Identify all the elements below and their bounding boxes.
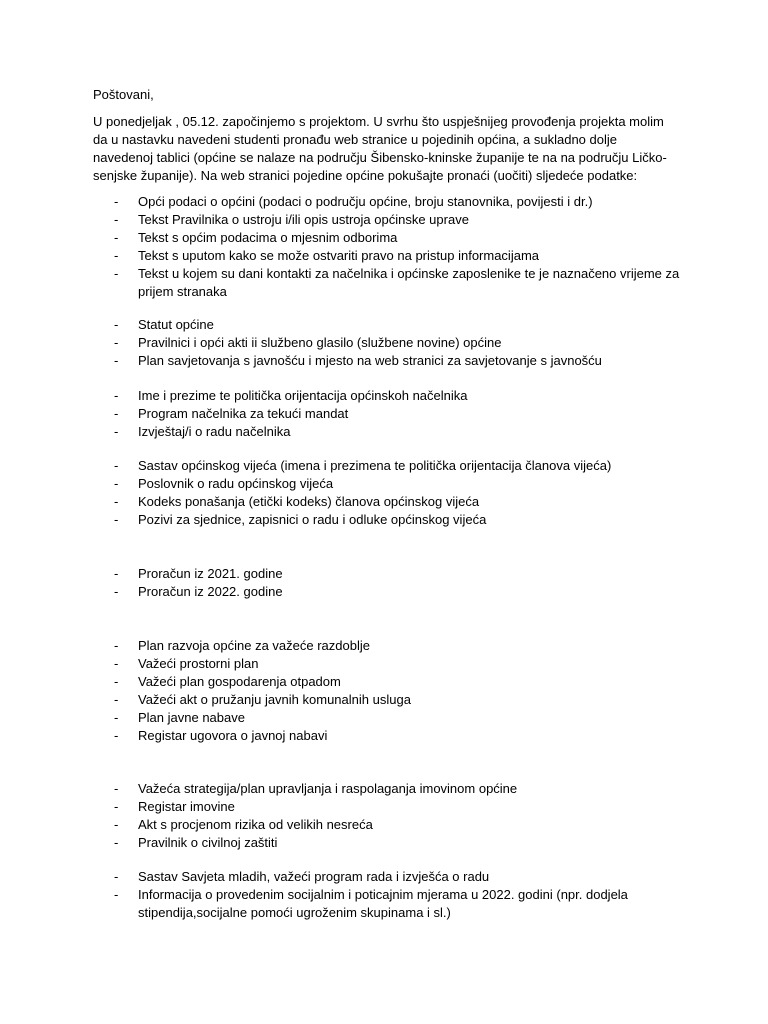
list-item-text: Važeći plan gospodarenja otpadom — [138, 674, 341, 689]
bullet-dash: - — [114, 656, 119, 671]
list-group-plans — [0, 637, 768, 745]
list-item — [0, 816, 768, 834]
bullet-dash: - — [114, 388, 119, 403]
list-item-continuation: stipendija,socijalne pomoći ugroženim skupinama i sl.) — [138, 905, 451, 920]
list-item — [0, 673, 768, 691]
list-group-assets — [0, 780, 768, 852]
list-item — [0, 457, 768, 475]
list-item-text: Kodeks ponašanja (etički kodeks) članova općinskog vijeća — [138, 494, 480, 509]
bullet-dash: - — [114, 799, 119, 814]
bullet-dash: - — [114, 353, 119, 368]
bullet-dash: - — [114, 212, 119, 227]
list-item-text: Izvještaj/i o radu načelnika — [138, 424, 291, 439]
list-item — [0, 886, 768, 922]
bullet-dash: - — [114, 194, 119, 209]
list-item — [0, 265, 768, 301]
intro-paragraph — [93, 113, 693, 185]
intro-line: U ponedjeljak , 05.12. započinjemo s projektom. U svrhu što uspješnijeg provođenja projekta molim — [93, 114, 664, 129]
list-item-text: Sastav Savjeta mladih, važeći program rada i izvješća o radu — [138, 869, 490, 884]
list-item — [0, 637, 768, 655]
list-item — [0, 834, 768, 852]
list-group-general-info — [0, 193, 768, 301]
list-item-text: Važeći akt o pružanju javnih komunalnih usluga — [138, 692, 411, 707]
bullet-dash: - — [114, 692, 119, 707]
list-item-text: Plan javne nabave — [138, 710, 245, 725]
list-item — [0, 247, 768, 265]
list-item — [0, 352, 768, 370]
list-item-text: Proračun iz 2022. godine — [138, 584, 283, 599]
bullet-dash: - — [114, 512, 119, 527]
list-item-text: Pravilnik o civilnoj zaštiti — [138, 835, 278, 850]
list-item — [0, 868, 768, 886]
list-item-text: Statut općine — [138, 317, 214, 332]
list-item — [0, 405, 768, 423]
bullet-dash: - — [114, 710, 119, 725]
list-item-text: Registar ugovora o javnoj nabavi — [138, 728, 328, 743]
list-item-text: Akt s procjenom rizika od velikih nesreća — [138, 817, 373, 832]
list-item — [0, 780, 768, 798]
bullet-dash: - — [114, 584, 119, 599]
bullet-dash: - — [114, 424, 119, 439]
list-item-text: Opći podaci o općini (podaci o području općine, broju stanovnika, povijesti i dr.) — [138, 194, 593, 209]
list-item-text: Plan razvoja općine za važeće razdoblje — [138, 638, 370, 653]
bullet-dash: - — [114, 494, 119, 509]
bullet-dash: - — [114, 406, 119, 421]
list-item — [0, 211, 768, 229]
list-item-text: Tekst s uputom kako se može ostvariti pravo na pristup informacijama — [138, 248, 540, 263]
list-item-text: Plan savjetovanja s javnošću i mjesto na web stranici za savjetovanje s javnošću — [138, 353, 602, 368]
list-item — [0, 316, 768, 334]
intro-line: senjske županije). Na web stranici pojedine općine pokušajte pronaći (uočiti) sljedeće podatke: — [93, 168, 638, 183]
list-item — [0, 387, 768, 405]
bullet-dash: - — [114, 317, 119, 332]
bullet-dash: - — [114, 869, 119, 884]
list-item-text: Važeći prostorni plan — [138, 656, 259, 671]
bullet-dash: - — [114, 230, 119, 245]
list-item — [0, 565, 768, 583]
list-item-continuation: prijem stranaka — [138, 284, 227, 299]
list-item-text: Program načelnika za tekući mandat — [138, 406, 349, 421]
list-group-youth — [0, 868, 768, 922]
list-item-text: Informacija o provedenim socijalnim i poticajnim mjerama u 2022. godini (npr. dodjela — [138, 887, 628, 902]
list-group-budget — [0, 565, 768, 601]
bullet-dash: - — [114, 266, 119, 281]
salutation: Poštovani, — [93, 87, 154, 102]
list-item-text: Tekst Pravilnika o ustroju i/ili opis ustroja općinske uprave — [138, 212, 469, 227]
bullet-dash: - — [114, 248, 119, 263]
bullet-dash: - — [114, 817, 119, 832]
list-item — [0, 229, 768, 247]
bullet-dash: - — [114, 887, 119, 902]
bullet-dash: - — [114, 835, 119, 850]
bullet-dash: - — [114, 335, 119, 350]
bullet-dash: - — [114, 476, 119, 491]
list-item-text: Registar imovine — [138, 799, 235, 814]
list-group-council — [0, 457, 768, 529]
list-item — [0, 798, 768, 816]
list-group-statute — [0, 316, 768, 370]
list-item-text: Pravilnici i opći akti ii službeno glasilo (službene novine) općine — [138, 335, 502, 350]
intro-line: navedenoj tablici (općine se nalaze na području Šibensko-kninske županije te na na području Ličko- — [93, 150, 667, 165]
list-group-mayor — [0, 387, 768, 441]
list-item — [0, 493, 768, 511]
list-item-text: Tekst s općim podacima o mjesnim odborima — [138, 230, 398, 245]
list-item-text: Poslovnik o radu općinskog vijeća — [138, 476, 334, 491]
list-item — [0, 193, 768, 211]
list-item-text: Tekst u kojem su dani kontakti za načelnika i općinske zaposlenike te je naznačeno vrijeme za — [138, 266, 680, 281]
list-item — [0, 423, 768, 441]
list-item-text: Proračun iz 2021. godine — [138, 566, 283, 581]
bullet-dash: - — [114, 781, 119, 796]
list-item-text: Važeća strategija/plan upravljanja i raspolaganja imovinom općine — [138, 781, 518, 796]
bullet-dash: - — [114, 566, 119, 581]
list-item — [0, 655, 768, 673]
list-item — [0, 727, 768, 745]
list-item-text: Pozivi za sjednice, zapisnici o radu i odluke općinskog vijeća — [138, 512, 487, 527]
list-item — [0, 709, 768, 727]
bullet-dash: - — [114, 638, 119, 653]
list-item — [0, 475, 768, 493]
list-item — [0, 583, 768, 601]
list-item — [0, 691, 768, 709]
bullet-dash: - — [114, 728, 119, 743]
list-item-text: Ime i prezime te politička orijentacija općinskoh načelnika — [138, 388, 468, 403]
bullet-dash: - — [114, 458, 119, 473]
list-item — [0, 511, 768, 529]
list-item-text: Sastav općinskog vijeća (imena i prezimena te politička orijentacija članova vijeća) — [138, 458, 612, 473]
bullet-dash: - — [114, 674, 119, 689]
intro-line: da u nastavku navedeni studenti pronađu web stranice u pojedinih općina, a sukladno dolje — [93, 132, 617, 147]
list-item — [0, 334, 768, 352]
